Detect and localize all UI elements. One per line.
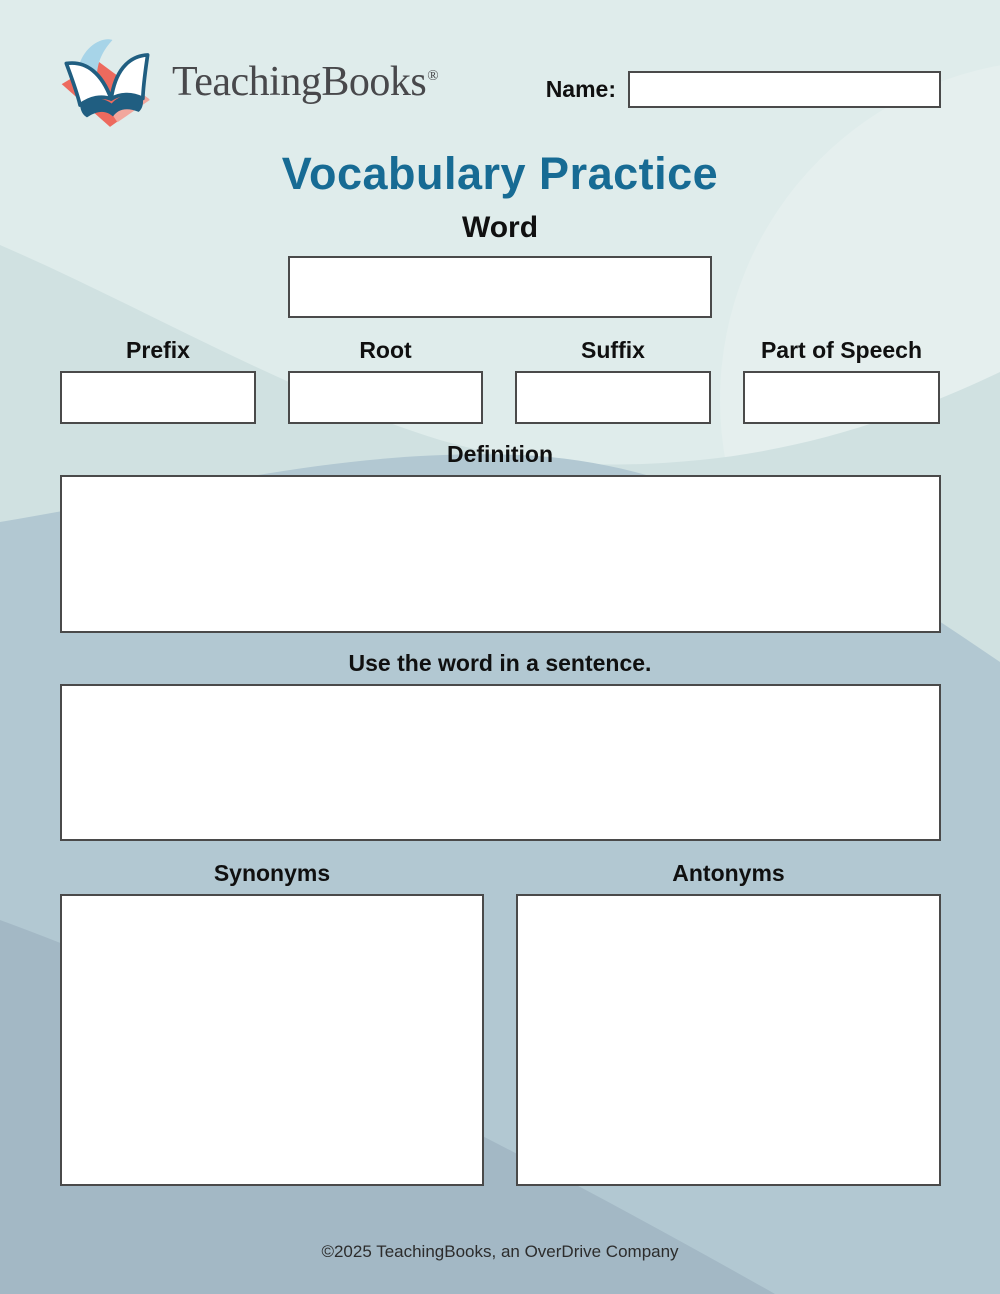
synonyms-label: Synonyms	[213, 860, 331, 886]
name-input[interactable]	[628, 71, 941, 108]
page-title: Vocabulary Practice	[281, 148, 719, 199]
suffix-input[interactable]	[515, 371, 711, 424]
definition-label: Definition	[446, 441, 554, 467]
sentence-textarea[interactable]	[60, 684, 941, 841]
definition-textarea[interactable]	[60, 475, 941, 633]
antonyms-textarea[interactable]	[516, 894, 941, 1186]
antonyms-label: Antonyms	[672, 860, 785, 886]
name-label: Name:	[545, 76, 616, 102]
word-input[interactable]	[288, 256, 712, 318]
copyright-footer: ©2025 TeachingBooks, an OverDrive Company	[321, 1242, 679, 1261]
word-label: Word	[461, 211, 539, 244]
root-label: Root	[359, 337, 412, 363]
sentence-label: Use the word in a sentence.	[348, 650, 652, 676]
brand-name: TeachingBooks	[172, 59, 427, 105]
part-of-speech-label: Part of Speech	[760, 337, 923, 363]
suffix-label: Suffix	[581, 337, 645, 363]
root-input[interactable]	[288, 371, 483, 424]
part-of-speech-input[interactable]	[743, 371, 940, 424]
synonyms-textarea[interactable]	[60, 894, 484, 1186]
open-book-icon	[54, 34, 166, 138]
brand-wordmark	[172, 58, 472, 106]
registered-trademark: ®	[427, 68, 439, 84]
prefix-input[interactable]	[60, 371, 256, 424]
prefix-label: Prefix	[126, 337, 190, 363]
